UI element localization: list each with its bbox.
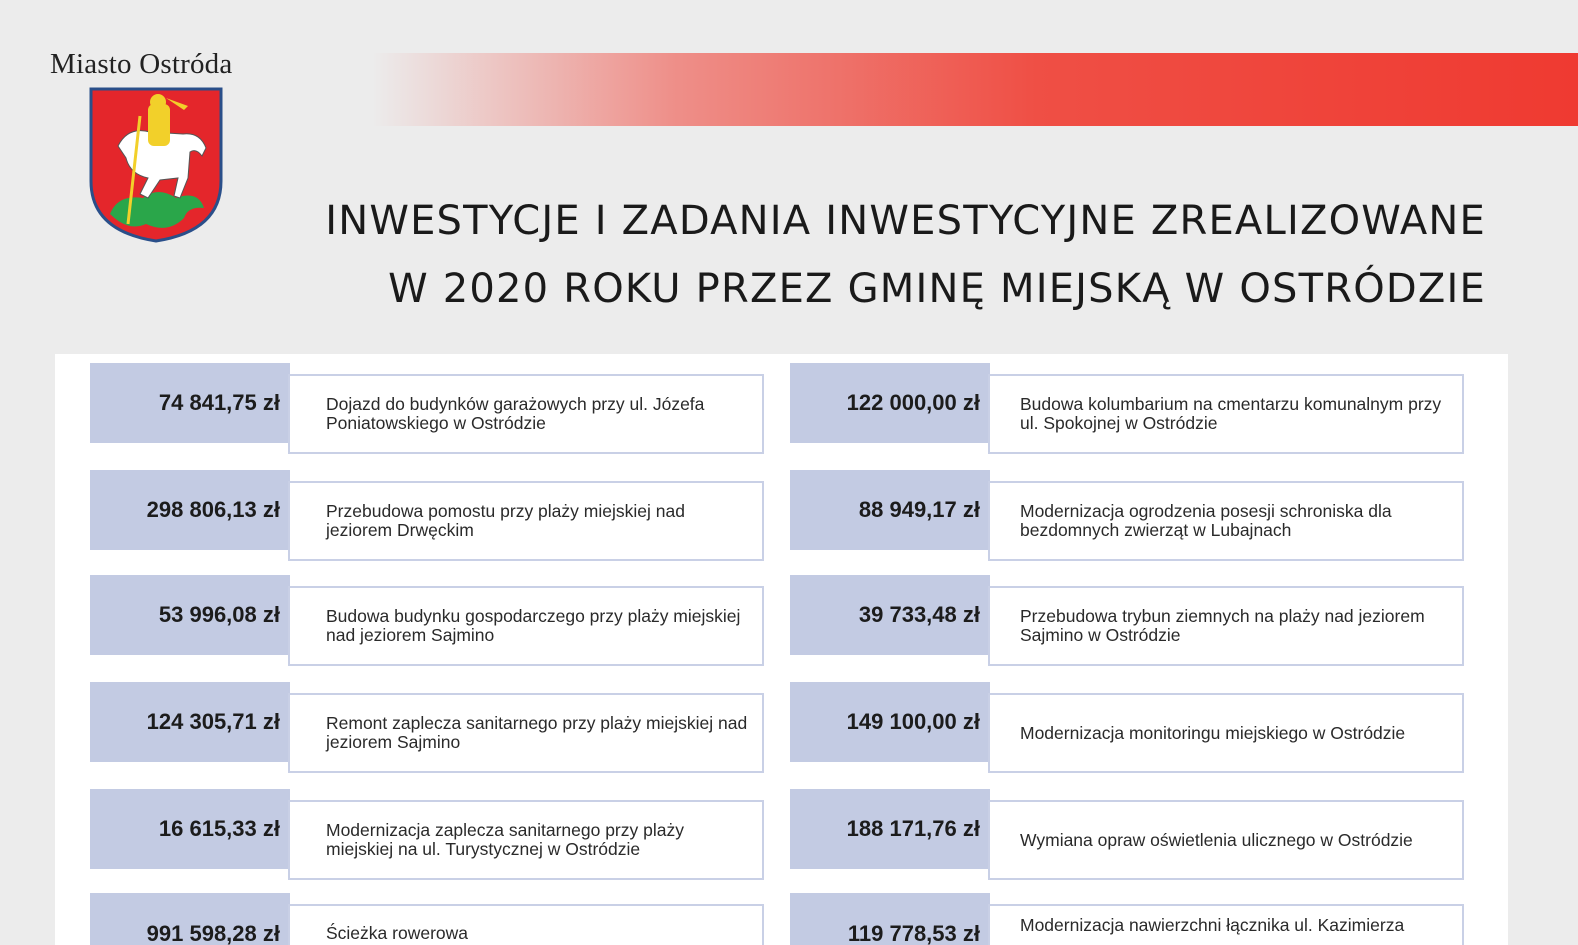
investment-item: [90, 789, 766, 881]
city-name: Miasto Ostróda: [50, 48, 233, 80]
investment-amount: 122 000,00 zł: [846, 390, 980, 415]
investment-amount: 298 806,13 zł: [146, 497, 280, 522]
investment-amount: 39 733,48 zł: [858, 602, 980, 627]
page-title-line-2: W 2020 ROKU PRZEZ GMINĘ MIEJSKĄ W OSTRÓDZIE: [388, 266, 1486, 312]
investment-item: [90, 363, 766, 455]
investment-amount: 53 996,08 zł: [158, 602, 280, 627]
investment-description: Wymiana opraw oświetlenia ulicznego w Ostródzie: [1020, 829, 1413, 850]
investment-amount: 991 598,28 zł: [146, 921, 280, 945]
investment-description: Budowa kolumbarium na cmentarzu komunalnym przy ul. Spokojnej w Ostródzie: [1020, 394, 1442, 433]
page-title-line-1: INWESTYCJE I ZADANIA INWESTYCYJNE ZREALIZOWANE: [325, 198, 1486, 244]
coat-of-arms-icon: [88, 86, 224, 244]
investment-description: Remont zaplecza sanitarnego przy plaży miejskiej nad jeziorem Sajmino: [326, 713, 748, 752]
investment-description: Modernizacja monitoringu miejskiego w Ostródzie: [1020, 722, 1406, 743]
investment-description: Modernizacja zaplecza sanitarnego przy plaży miejskiej na ul. Turystycznej w Ostródzie: [326, 820, 684, 859]
investment-amount: 188 171,76 zł: [846, 816, 980, 841]
investment-amount: 16 615,33 zł: [158, 816, 280, 841]
investment-amount: 119 778,53 zł: [847, 921, 980, 945]
investment-item: [90, 575, 766, 667]
investment-description: Budowa budynku gospodarczego przy plaży miejskiej nad jeziorem Sajmino: [326, 606, 741, 645]
investment-amount: 74 841,75 zł: [158, 390, 280, 415]
investment-item: [790, 363, 1466, 455]
investment-item: [90, 893, 766, 945]
investment-amount: 124 305,71 zł: [146, 709, 280, 734]
investment-item: [90, 682, 766, 774]
investment-amount: 88 949,17 zł: [858, 497, 980, 522]
investment-item: [790, 893, 1466, 945]
investment-description: Dojazd do budynków garażowych przy ul. Józefa Poniatowskiego w Ostródzie: [326, 394, 705, 433]
investment-item: [790, 682, 1466, 774]
investment-description: Przebudowa pomostu przy plaży miejskiej nad jeziorem Drwęckim: [326, 501, 685, 540]
investment-description: Przebudowa trybun ziemnych na plaży nad jeziorem Sajmino w Ostródzie: [1020, 606, 1425, 645]
investment-description: Modernizacja ogrodzenia posesji schroniska dla bezdomnych zwierząt w Lubajnach: [1020, 501, 1392, 540]
investment-item: [790, 575, 1466, 667]
investment-item: [790, 470, 1466, 562]
header-accent-bar: [372, 53, 1578, 126]
investment-description: Ścieżka rowerowa: [326, 923, 468, 943]
investment-item: [790, 789, 1466, 881]
investment-amount: 149 100,00 zł: [846, 709, 980, 734]
investment-item: [90, 470, 766, 562]
investment-description: Modernizacja nawierzchni łącznika ul. Kazimierza: [1020, 915, 1405, 935]
